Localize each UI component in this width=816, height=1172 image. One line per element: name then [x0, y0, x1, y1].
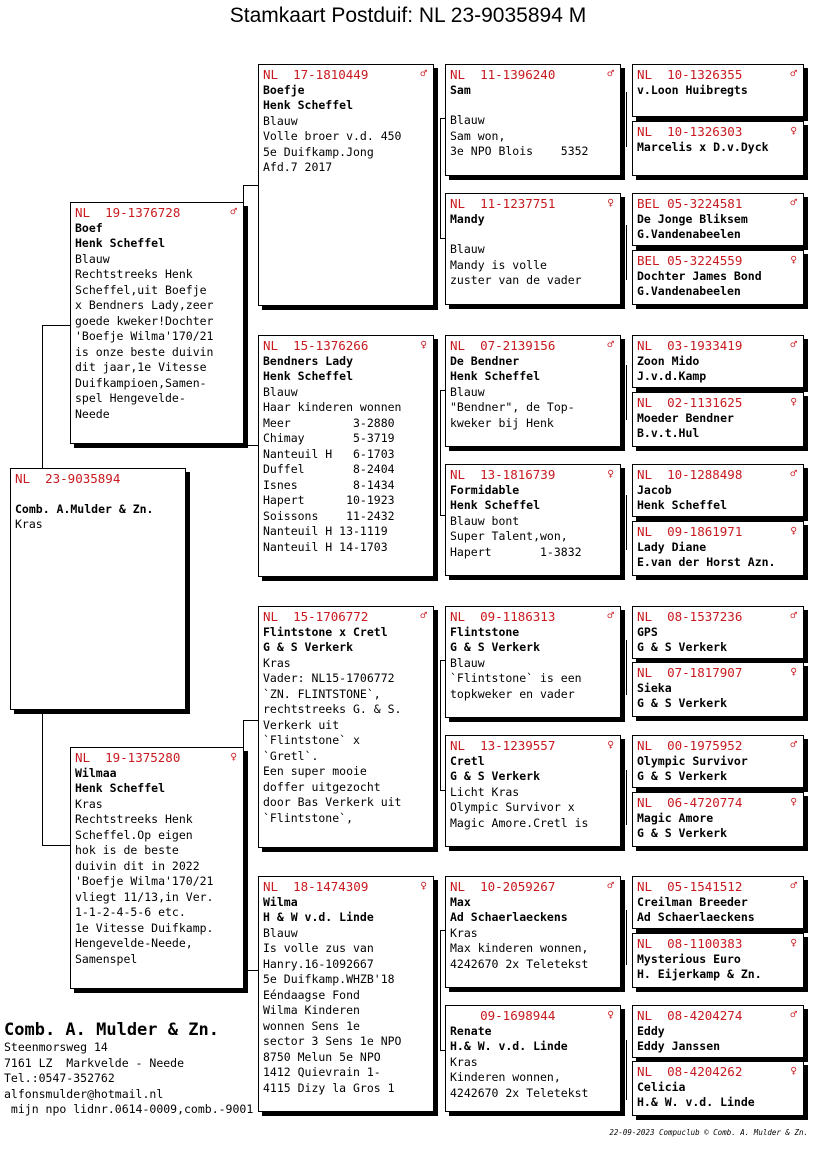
breeder-name: H.& W. v.d. Linde [450, 1039, 568, 1053]
pigeon-card-g4[interactable] [632, 250, 804, 305]
ring-number: NL 00-1975952 [637, 738, 743, 753]
connector-line [243, 720, 258, 721]
pigeon-name: Formidable [450, 482, 520, 497]
ring-number: NL 13-1816739 [450, 467, 556, 482]
ring-number: NL 17-1810449 [263, 67, 369, 82]
connector-line [42, 325, 70, 326]
page-title: Stamkaart Postduif: NL 23-9035894 M [229, 4, 587, 27]
owner-email[interactable]: alfonsmulder@hotmail.nl [4, 1086, 164, 1101]
breeder-name: Henk Scheffel [450, 498, 541, 512]
pigeon-name: Olympic Survivor [637, 753, 748, 768]
pigeon-name: Jacob [637, 482, 672, 497]
male-icon: ♂ [420, 609, 427, 622]
female-icon: ♀ [607, 1008, 614, 1021]
pigeon-color: Kras [75, 796, 103, 811]
pigeon-name: Bendners Lady [263, 353, 354, 368]
pigeon-notes: Super Talent,won, Hapert 1-3832 [450, 529, 582, 559]
pigeon-name: Zoon Mido [637, 353, 700, 368]
pigeon-card-g3[interactable] [632, 193, 804, 246]
pigeon-card-g15[interactable] [632, 1005, 804, 1058]
pigeon-name: Sieka [637, 680, 672, 695]
female-icon: ♀ [790, 124, 797, 137]
male-icon: ♂ [607, 879, 614, 892]
ring-number: NL 10-1288498 [637, 467, 743, 482]
breeder-name: E.van der Horst Azn. [637, 555, 776, 569]
pigeon-name: Boefje [263, 82, 305, 97]
pigeon-card-sds[interactable] [445, 335, 621, 447]
ring-number: NL 02-1131625 [637, 395, 743, 410]
connector-line [243, 970, 258, 971]
ring-number: NL 08-4204262 [637, 1064, 743, 1079]
ring-number: NL 11-1396240 [450, 67, 556, 82]
footer-credit: 22-09-2023 Compuclub © Comb. A. Mulder & Zn. [609, 1128, 808, 1137]
ring-number: NL 18-1474309 [263, 879, 369, 894]
pigeon-card-dam[interactable] [70, 747, 244, 989]
breeder-name: B.v.t.Hul [637, 426, 700, 440]
breeder-name: H. Eijerkamp & Zn. [637, 967, 762, 981]
pigeon-card-dam-sire[interactable] [258, 606, 434, 848]
connector-line [42, 710, 43, 845]
breeder-name: G & S Verkerk [637, 696, 728, 710]
ring-number: 09-1698944 [450, 1008, 556, 1023]
male-icon: ♂ [790, 467, 797, 480]
connector-line [626, 92, 627, 147]
male-icon: ♂ [790, 196, 797, 209]
pigeon-name: De Bendner [450, 353, 520, 368]
pigeon-card-dds[interactable] [445, 876, 621, 988]
pigeon-name [15, 487, 181, 502]
male-icon: ♂ [790, 738, 797, 751]
connector-line [440, 660, 441, 790]
pigeon-name: Flintstone [450, 624, 520, 639]
pigeon-notes: Rechtstreeks Henk Scheffel,uit Boefje x Bendners Lady,zeer goede kweker!Dochter 'Boefje Wilma'170/21 is onze beste duivin dit jaar,1e Vitesse Duifkampioen,Samen- spel Hengevelde- Neede [75, 267, 214, 421]
pigeon-card-dsd[interactable] [445, 735, 621, 847]
male-icon: ♂ [420, 67, 427, 80]
ring-number: NL 10-1326303 [637, 124, 743, 139]
pigeon-card-dss[interactable] [445, 606, 621, 718]
pigeon-card-subject[interactable] [10, 468, 186, 710]
ring-number: NL 19-1375280 [75, 750, 181, 765]
female-icon: ♀ [790, 395, 797, 408]
female-icon: ♀ [230, 750, 237, 763]
connector-line [626, 365, 627, 420]
pigeon-name: Renate [450, 1023, 492, 1038]
breeder-name: H & W v.d. Linde [263, 910, 374, 924]
pigeon-color: Blauw [263, 113, 298, 128]
pigeon-card-sire-dam[interactable] [258, 335, 434, 577]
pigeon-card-g14[interactable] [632, 933, 804, 988]
pigeon-color: Blauw [263, 384, 298, 399]
pigeon-notes: Max kinderen wonnen, 4242670 2x Teletekst [450, 941, 589, 971]
female-icon: ♀ [607, 467, 614, 480]
pigeon-name: Creilman Breeder [637, 894, 748, 909]
breeder-name: Henk Scheffel [450, 369, 541, 383]
pigeon-notes: Kinderen wonnen, 4242670 2x Teletekst [450, 1070, 589, 1100]
ring-number: BEL 05-3224559 [637, 253, 743, 268]
connector-line [626, 225, 627, 280]
breeder-name: J.v.d.Kamp [637, 369, 707, 383]
connector-line [626, 910, 627, 965]
female-icon: ♀ [790, 524, 797, 537]
connector-line [243, 185, 258, 186]
breeder-name: Comb. A.Mulder & Zn. [15, 501, 154, 516]
pigeon-notes: Is volle zus van Hanry.16-1092667 5e Duifkamp.WHZB'18 Eéndaagse Fond Wilma Kinderen wonnen Sens 1e sector 3 Sens 1e NPO 8750 Melun 5e NPO 1412 Quievrain 1- 4115 Dizy la Gros 1 [263, 941, 402, 1095]
pigeon-color: Blauw [450, 384, 485, 399]
female-icon: ♀ [420, 879, 427, 892]
breeder-name: Ad Schaerlaeckens [637, 910, 755, 924]
owner-membership: mijn npo lidnr.0614-0009,comb.-9001 [4, 1102, 254, 1116]
connector-line [626, 640, 627, 695]
female-icon: ♀ [790, 253, 797, 266]
breeder-name: Henk Scheffel [637, 498, 728, 512]
pigeon-color: Kras [15, 517, 43, 531]
breeder-name: G & S Verkerk [263, 640, 354, 654]
pigeon-card-g8[interactable] [632, 521, 804, 576]
pigeon-card-sdd[interactable] [445, 464, 621, 576]
connector-line [42, 845, 70, 846]
pigeon-name: Lady Diane [637, 539, 707, 554]
pigeon-notes: Vader: NL15-1706772 `ZN. FLINTSTONE`, rechtstreeks G. & S. Verkerk uit `Flintstone` x `Gretl`. Een super mooie doffer uitgezocht door Bas Verkerk uit `Flintstone`, [263, 671, 402, 825]
breeder-name: Eddy Janssen [637, 1039, 721, 1053]
ring-number: NL 13-1239557 [450, 738, 556, 753]
breeder-name: G.Vandenabeelen [637, 284, 741, 298]
connector-line [440, 118, 441, 238]
ring-number: NL 08-1100383 [637, 936, 743, 951]
pigeon-color: Blauw [450, 242, 485, 256]
pigeon-name: De Jonge Bliksem [637, 211, 748, 226]
ring-number: NL 06-4720774 [637, 795, 743, 810]
connector-line [243, 445, 258, 446]
pigeon-color: Blauw [450, 113, 485, 127]
breeder-name [450, 98, 616, 113]
breeder-name: Henk Scheffel [263, 98, 354, 112]
female-icon: ♀ [790, 665, 797, 678]
connector-line [626, 1040, 627, 1100]
ring-number: NL 09-1186313 [450, 609, 556, 624]
pigeon-card-g13[interactable] [632, 876, 804, 929]
breeder-name [450, 227, 616, 242]
breeder-name: Henk Scheffel [75, 781, 166, 795]
breeder-name: G & S Verkerk [637, 769, 728, 783]
pigeon-name: Cretl [450, 753, 485, 768]
pigeon-name: Wilmaa [75, 765, 117, 780]
male-icon: ♂ [607, 67, 614, 80]
ring-number: NL 10-1326355 [637, 67, 743, 82]
male-icon: ♂ [790, 879, 797, 892]
pigeon-color: Blauw bont [450, 513, 520, 528]
breeder-name: G & S Verkerk [450, 769, 541, 783]
pigeon-card-g11[interactable] [632, 735, 804, 788]
pigeon-name: Boef [75, 220, 103, 235]
pigeon-name: Sam [450, 82, 471, 97]
pigeon-name: Magic Amore [637, 810, 714, 825]
female-icon: ♀ [790, 1064, 797, 1077]
ring-number: NL 15-1376266 [263, 338, 369, 353]
pigeon-color: Kras [263, 655, 291, 670]
pigeon-name: Eddy [637, 1023, 665, 1038]
pigeon-card-ddd[interactable] [445, 1005, 621, 1112]
male-icon: ♂ [607, 609, 614, 622]
pigeon-name: Mysterious Euro [637, 951, 741, 966]
ring-number: NL 09-1861971 [637, 524, 743, 539]
pigeon-card-dam-dam[interactable] [258, 876, 434, 1112]
pigeon-card-g5[interactable] [632, 335, 804, 388]
ring-number: NL 08-1537236 [637, 609, 743, 624]
pigeon-notes: Mandy is volle zuster van de vader [450, 257, 582, 287]
connector-line [626, 495, 627, 550]
pigeon-name: Max [450, 894, 471, 909]
pigeon-card-g6[interactable] [632, 392, 804, 447]
female-icon: ♀ [607, 196, 614, 209]
ring-number: NL 05-1541512 [637, 879, 743, 894]
breeder-name: H.& W. v.d. Linde [637, 1095, 755, 1109]
ring-number: BEL 05-3224581 [637, 196, 743, 211]
pigeon-name: Moeder Bendner [637, 410, 734, 425]
ring-number: NL 11-1237751 [450, 196, 556, 211]
owner-phone: Tel.:0547-352762 [4, 1071, 115, 1085]
pigeon-notes: Rechtstreeks Henk Scheffel.Op eigen hok is de beste duivin dit in 2022 'Boefje Wilma'170/21 vliegt 11/13,in Ver. 1-1-2-4-5-6 etc. 1e Vitesse Duifkamp. Hengevelde-Neede, Samenspel [75, 812, 214, 966]
male-icon: ♂ [790, 609, 797, 622]
pigeon-card-g2[interactable] [632, 121, 804, 176]
connector-line [626, 770, 627, 825]
pigeon-card-ssd[interactable] [445, 193, 621, 305]
pigeon-color: Blauw [450, 655, 485, 670]
male-icon: ♂ [790, 1008, 797, 1021]
pigeon-card-sire[interactable] [70, 202, 244, 444]
connector-line [440, 390, 441, 515]
ring-number: NL 03-1933419 [637, 338, 743, 353]
pigeon-card-g9[interactable] [632, 606, 804, 659]
breeder-name: G & S Verkerk [637, 826, 728, 840]
pigeon-notes: `Flintstone` is een topkweker en vader [450, 671, 582, 701]
pigeon-card-g16[interactable] [632, 1061, 804, 1116]
pigeon-name: GPS [637, 624, 658, 639]
pigeon-card-g7[interactable] [632, 464, 804, 517]
pigeon-notes: Haar kinderen wonnen Meer 3-2880 Chimay 5-3719 Nanteuil H 6-1703 Duffel 8-2404 Isnes 8-1434 Hapert 10-1923 Soissons 11-2432 Nanteuil H 13-1119 Nanteuil H 14-1703 [263, 400, 402, 554]
pigeon-card-g12[interactable] [632, 792, 804, 847]
owner-info [4, 1020, 264, 1118]
pigeon-color: Kras [450, 1054, 478, 1069]
pigeon-notes: Volle broer v.d. 450 5e Duifkamp.Jong Afd.7 2017 [263, 129, 402, 174]
pigeon-color: Licht Kras [450, 784, 520, 799]
ring-number: NL 08-4204274 [637, 1008, 743, 1023]
pigeon-name: Celicia [637, 1079, 686, 1094]
male-icon: ♂ [790, 67, 797, 80]
connector-line [42, 325, 43, 470]
owner-name: Comb. A. Mulder & Zn. [4, 1020, 219, 1040]
pigeon-notes: Sam won, 3e NPO Blois 5352 [450, 128, 589, 158]
owner-city: 7161 LZ Markvelde - Neede [4, 1055, 185, 1070]
breeder-name: G & S Verkerk [450, 640, 541, 654]
ring-number: NL 19-1376728 [75, 205, 181, 220]
male-icon: ♂ [607, 338, 614, 351]
owner-address: Steenmorsweg 14 [4, 1040, 108, 1054]
pigeon-color: Blauw [263, 925, 298, 940]
ring-number: NL 07-2139156 [450, 338, 556, 353]
pigeon-card-sss[interactable] [445, 64, 621, 176]
breeder-name: Henk Scheffel [263, 369, 354, 383]
ring-number: NL 10-2059267 [450, 879, 556, 894]
female-icon: ♀ [420, 338, 427, 351]
ring-number: NL 15-1706772 [263, 609, 369, 624]
pigeon-name: v.Loon Huibregts [637, 82, 748, 97]
pigeon-card-sire-sire[interactable] [258, 64, 434, 306]
female-icon: ♀ [607, 738, 614, 751]
pigeon-card-g1[interactable] [632, 64, 804, 117]
male-icon: ♂ [230, 205, 237, 218]
pigeon-notes: "Bendner", de Top- kweker bij Henk [450, 400, 575, 430]
pigeon-notes: Olympic Survivor x Magic Amore.Cretl is [450, 800, 589, 830]
pigeon-card-g10[interactable] [632, 662, 804, 717]
pigeon-name: Wilma [263, 894, 298, 909]
breeder-name: G.Vandenabeelen [637, 227, 741, 241]
pigeon-name: Flintstone x Cretl [263, 624, 388, 639]
ring-number: NL 07-1817907 [637, 665, 743, 680]
pigeon-color: Kras [450, 925, 478, 940]
breeder-name: G & S Verkerk [637, 640, 728, 654]
female-icon: ♀ [790, 795, 797, 808]
female-icon: ♀ [790, 936, 797, 949]
connector-line [440, 930, 441, 1050]
pigeon-name: Marcelis x D.v.Dyck [637, 139, 769, 154]
male-icon: ♂ [790, 338, 797, 351]
ring-number: NL 23-9035894 [15, 471, 121, 486]
pigeon-color: Blauw [75, 251, 110, 266]
pigeon-name: Mandy [450, 211, 485, 226]
pigeon-name: Dochter James Bond [637, 268, 762, 283]
breeder-name: Ad Schaerlaeckens [450, 910, 568, 924]
breeder-name: Henk Scheffel [75, 236, 166, 250]
